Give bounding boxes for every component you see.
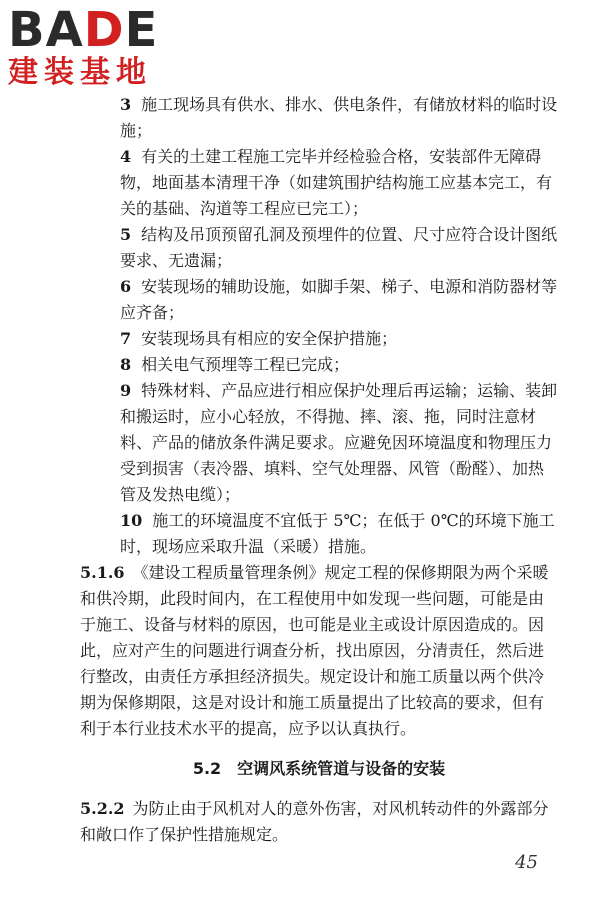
list-item: 9 特殊材料、产品应进行相应保护处理后再运输；运输、装卸和搬运时，应小心轻放，不得抛、摔、滚、拖，同时注意材料、产品的储放条件满足要求。应避免因环境温度和物理压力受到损害（表冷器、填料、空气处理器、风管（酚醛）、加热管及发热电缆）；	[120, 381, 558, 504]
list-item: 3 施工现场具有供水、排水、供电条件，有储放材料的临时设施；	[120, 95, 558, 140]
clause-5-1-6: 5.1.6 《建设工程质量管理条例》规定工程的保修期限为两个采暖和供冷期，此段时间内，在工程使用中如发现一些问题，可能是由于施工、设备与材料的原因，也可能是业主或设计原因造成的。因此，应对产生的问题进行调查分析，找出原因，分清责任，然后进行整改，由责任方承担经济损失。规定设计和施工质量以两个供冷期为保修期限，这是对设计和施工质量提出了比较高的要求，但有利于本行业技术水平的提高，应予以认真执行。	[80, 563, 549, 738]
list-item: 8 相关电气预埋等工程已完成；	[120, 355, 350, 374]
clause-5-2-2: 5.2.2 为防止由于风机对人的意外伤害，对风机转动件的外露部分和敞口作了保护性措施规定。	[80, 799, 549, 844]
logo-subtitle: 建装基地	[8, 55, 152, 90]
list-item: 4 有关的土建工程施工完毕并经检验合格，安装部件无障碍物，地面基本清理干净（如建筑围护结构施工应基本完工，有关的基础、沟道等工程应已完工）；	[120, 147, 553, 218]
list-item: 10 施工的环境温度不宜低于 5℃；在低于 0℃的环境下施工时，现场应采取升温（采暖）措施。	[120, 511, 555, 556]
page-body	[80, 92, 558, 848]
list-item: 7 安装现场具有相应的安全保护措施；	[120, 329, 398, 348]
section-heading: 5.2 空调风系统管道与设备的安装	[192, 759, 446, 778]
logo	[8, 4, 178, 90]
list-item: 5 结构及吊顶预留孔洞及预埋件的位置、尺寸应符合设计图纸要求、无遗漏；	[120, 225, 558, 270]
page-number: 45	[515, 852, 538, 873]
list-item: 6 安装现场的辅助设施，如脚手架、梯子、电源和消防器材等应齐备；	[120, 277, 558, 322]
logo-wordmark: BADE	[8, 2, 159, 58]
